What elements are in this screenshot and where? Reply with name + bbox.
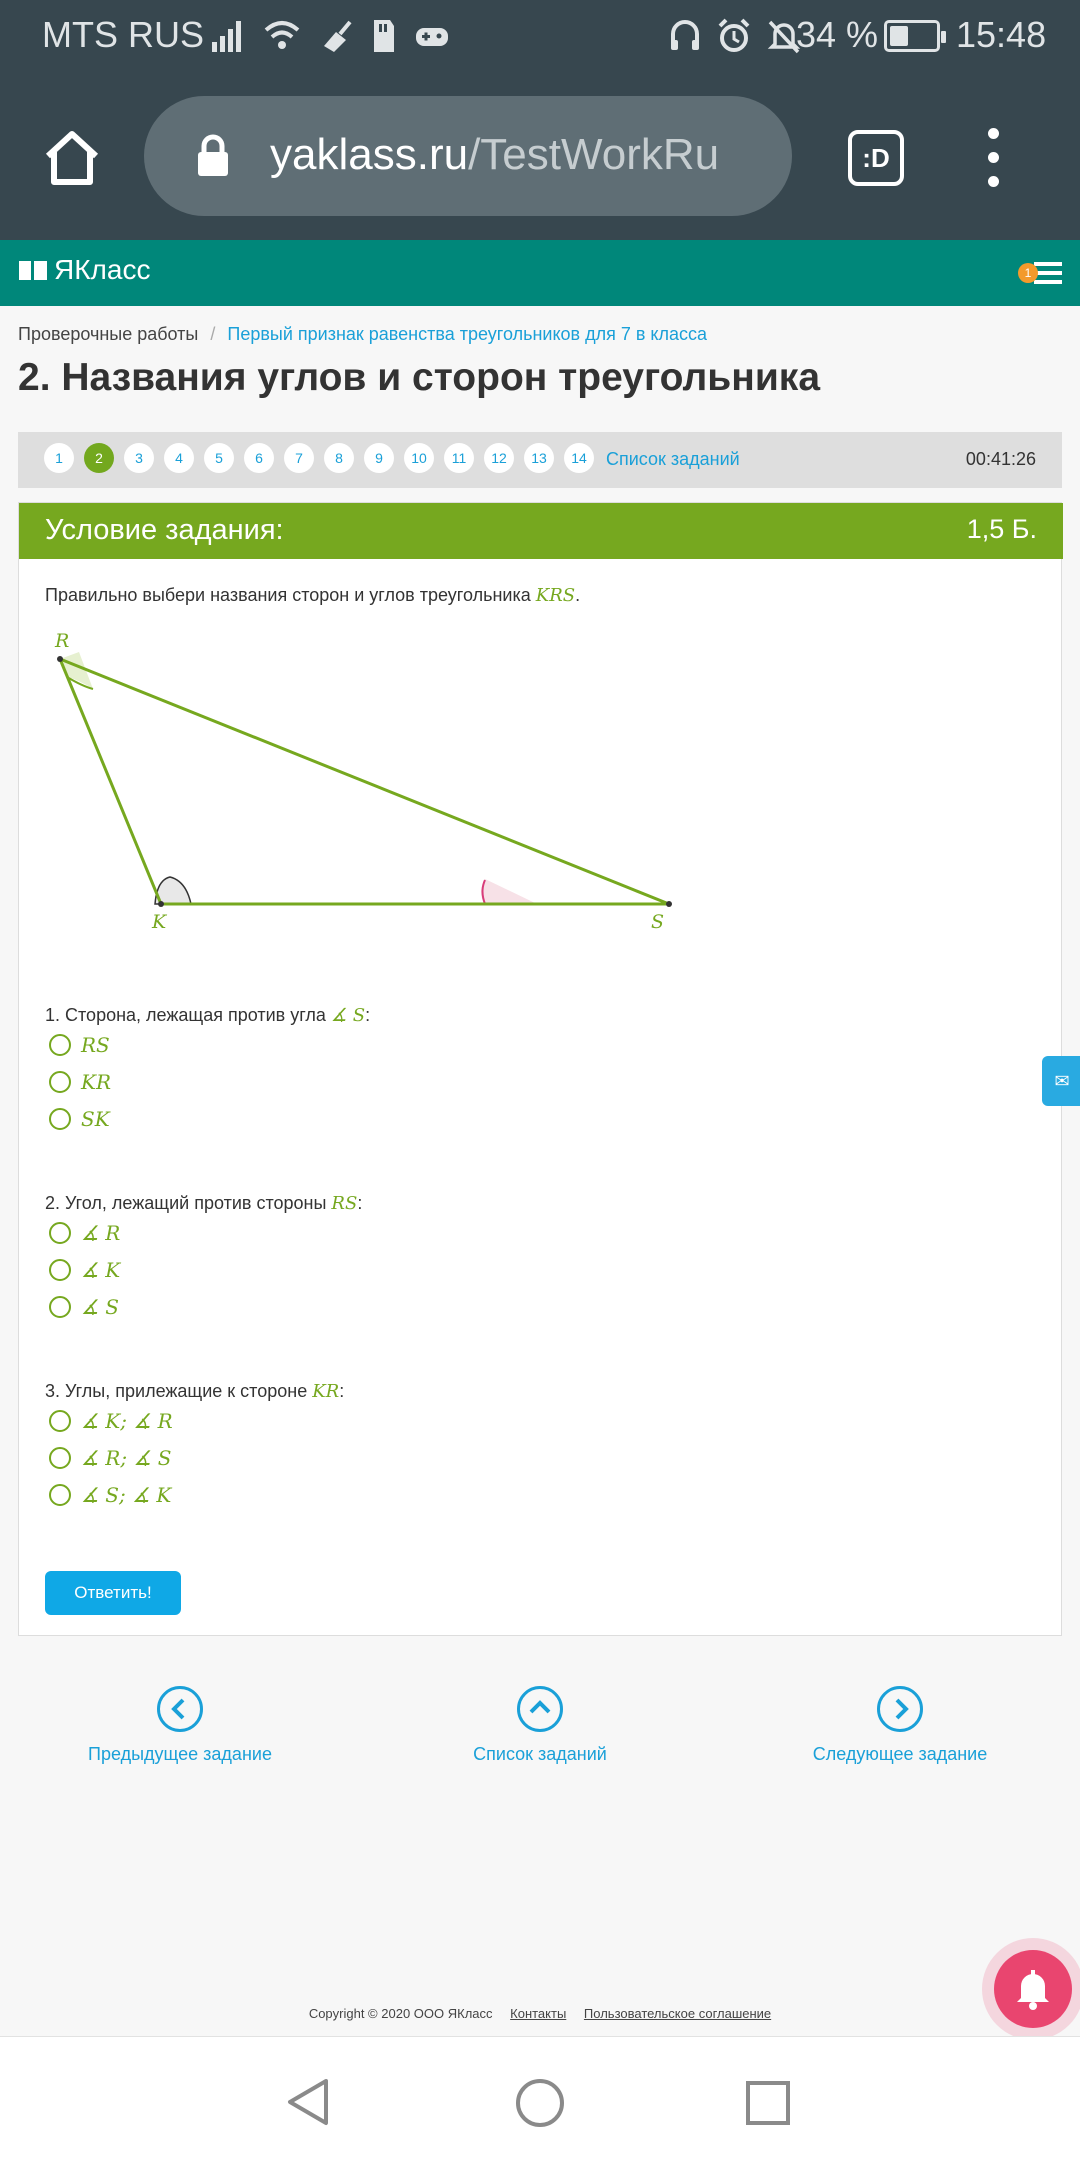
browser-toolbar	[0, 76, 1080, 240]
breadcrumb-separator: /	[210, 324, 216, 344]
page-number[interactable]: 12	[484, 443, 514, 473]
lock-icon	[196, 134, 230, 178]
recents-icon[interactable]	[744, 2079, 792, 2127]
page-number[interactable]: 1	[44, 443, 74, 473]
radio-button[interactable]	[49, 1108, 71, 1130]
task-header	[19, 503, 1063, 559]
radio-button[interactable]	[49, 1410, 71, 1432]
option-text: ∡ K; ∡ R	[81, 1409, 173, 1433]
answer-option[interactable]	[49, 1107, 110, 1131]
sd-card-icon	[370, 16, 398, 56]
answer-option[interactable]	[49, 1070, 111, 1094]
radio-button[interactable]	[49, 1296, 71, 1318]
task-intro: Правильно выбери названия сторон и углов треугольника KRS.	[45, 585, 581, 606]
answer-option[interactable]	[49, 1295, 119, 1319]
chevron-right-icon	[877, 1686, 923, 1732]
user-agreement-link[interactable]: Пользовательское соглашение	[583, 2006, 772, 2021]
signal-icon	[210, 16, 246, 56]
answer-option[interactable]	[49, 1446, 171, 1470]
breadcrumb-current[interactable]: Первый признак равенства треугольников для 7 в класса	[227, 324, 708, 344]
question-1: 1. Сторона, лежащая против угла ∡ S:	[45, 1005, 371, 1026]
question-text: 1. Сторона, лежащая против угла	[45, 1005, 326, 1025]
question-3: 3. Углы, прилежащие к стороне KR:	[45, 1381, 345, 1402]
vertex-label-s: S	[651, 911, 665, 933]
page-number[interactable]: 14	[564, 443, 594, 473]
hamburger-menu-icon[interactable]	[1018, 262, 1062, 289]
question-math: RS	[331, 1193, 358, 1214]
answer-option[interactable]	[49, 1483, 171, 1507]
answer-option[interactable]	[49, 1221, 120, 1245]
system-navigation-bar	[0, 2036, 1080, 2160]
task-list-nav-label: Список заданий	[473, 1744, 607, 1764]
task-score: 1,5 Б.	[966, 514, 1037, 544]
task-pager	[18, 432, 1062, 488]
battery-percent: 34 %	[796, 14, 879, 55]
prev-task-label: Предыдущее задание	[88, 1744, 272, 1764]
cleaner-icon	[318, 16, 354, 56]
option-text: RS	[81, 1033, 110, 1057]
option-text: ∡ K	[81, 1258, 121, 1282]
home-icon[interactable]	[40, 126, 104, 190]
chevron-left-icon	[157, 1686, 203, 1732]
clock: 15:48	[956, 14, 1047, 55]
page-number[interactable]: 5	[204, 443, 234, 473]
next-task-link[interactable]	[784, 1686, 1016, 1765]
next-task-label: Следующее задание	[812, 1744, 988, 1764]
page-number-active[interactable]: 2	[84, 443, 114, 473]
question-math: KR	[312, 1381, 340, 1402]
task-intro-text: Правильно выбери названия сторон и углов треугольника	[45, 585, 531, 605]
page-number[interactable]: 7	[284, 443, 314, 473]
page-number[interactable]: 6	[244, 443, 274, 473]
radio-button[interactable]	[49, 1447, 71, 1469]
url-host: yaklass.ru	[270, 130, 469, 179]
copyright-text: Copyright © 2020 ООО ЯКласс	[308, 2006, 493, 2021]
status-bar	[0, 0, 1080, 76]
prev-task-link[interactable]	[64, 1686, 296, 1765]
radio-button[interactable]	[49, 1484, 71, 1506]
site-logo[interactable]	[18, 254, 150, 286]
page-number[interactable]: 11	[444, 443, 474, 473]
breadcrumb-root[interactable]: Проверочные работы	[18, 324, 199, 344]
headphones-icon	[668, 16, 702, 56]
page-number[interactable]: 3	[124, 443, 154, 473]
breadcrumb	[18, 324, 707, 345]
question-text: 2. Угол, лежащий против стороны	[45, 1193, 327, 1213]
radio-button[interactable]	[49, 1259, 71, 1281]
question-text: 3. Углы, прилежащие к стороне	[45, 1381, 308, 1401]
option-text: ∡ R	[81, 1221, 121, 1245]
chevron-up-icon	[517, 1686, 563, 1732]
answer-option[interactable]	[49, 1409, 173, 1433]
option-text: SK	[81, 1107, 110, 1131]
status-icons-right	[668, 16, 802, 56]
url-path: /TestWorkRu	[468, 130, 720, 179]
option-text: ∡ S; ∡ K	[81, 1483, 172, 1507]
main-content	[0, 306, 1080, 2036]
task-navigation	[0, 1686, 1080, 1776]
feedback-mail-icon[interactable]: ✉	[1042, 1056, 1080, 1106]
site-header	[0, 240, 1080, 306]
page-number[interactable]: 4	[164, 443, 194, 473]
option-text: ∡ S	[81, 1295, 119, 1319]
page-number[interactable]: 9	[364, 443, 394, 473]
page-title: 2. Названия углов и сторон треугольника	[18, 356, 821, 399]
task-intro-math: KRS	[535, 585, 576, 606]
contacts-link[interactable]: Контакты	[510, 2006, 567, 2021]
alarm-icon	[716, 16, 752, 56]
carrier-label: MTS RUS	[42, 14, 204, 55]
submit-answer-button[interactable]: Ответить!	[45, 1571, 181, 1615]
task-list-link[interactable]: Список заданий	[606, 449, 740, 469]
address-bar[interactable]	[144, 96, 792, 216]
task-card	[18, 502, 1062, 1636]
triangle-figure	[45, 625, 685, 945]
book-icon	[18, 258, 48, 282]
vertex-label-r: R	[55, 630, 70, 652]
notification-badge: 1	[1018, 263, 1038, 283]
angle-s-arc	[481, 879, 535, 904]
overflow-menu-icon[interactable]	[988, 128, 1002, 188]
radio-button[interactable]	[49, 1034, 71, 1056]
task-header-label: Условие задания:	[45, 514, 284, 546]
radio-button[interactable]	[49, 1222, 71, 1244]
back-icon[interactable]	[284, 2077, 332, 2127]
option-text: KR	[81, 1070, 111, 1094]
notification-bell-icon[interactable]	[994, 1950, 1072, 2028]
answer-option[interactable]	[49, 1033, 110, 1057]
logo-text: ЯКласс	[54, 254, 151, 285]
battery-icon	[884, 20, 940, 52]
question-2: 2. Угол, лежащий против стороны RS:	[45, 1193, 363, 1214]
option-text: ∡ R; ∡ S	[81, 1446, 172, 1470]
tabs-button[interactable]: :D	[848, 130, 904, 186]
page-number[interactable]: 10	[404, 443, 434, 473]
vertex-label-k: K	[152, 911, 167, 933]
question-math: ∡ S	[330, 1005, 366, 1026]
page-number[interactable]: 13	[524, 443, 554, 473]
footer	[0, 2006, 1080, 2021]
side-rs	[60, 659, 669, 904]
home-circle-icon[interactable]	[514, 2077, 566, 2129]
gamepad-icon	[414, 16, 450, 56]
page-numbers	[44, 443, 594, 473]
radio-button[interactable]	[49, 1071, 71, 1093]
answer-option[interactable]	[49, 1258, 120, 1282]
timer: 00:41:26	[965, 449, 1036, 469]
task-list-nav-link[interactable]	[424, 1686, 656, 1765]
url-text	[270, 130, 780, 180]
side-rk	[60, 659, 161, 904]
page-number[interactable]: 8	[324, 443, 354, 473]
wifi-icon	[262, 16, 302, 56]
status-icons-left	[210, 16, 450, 56]
